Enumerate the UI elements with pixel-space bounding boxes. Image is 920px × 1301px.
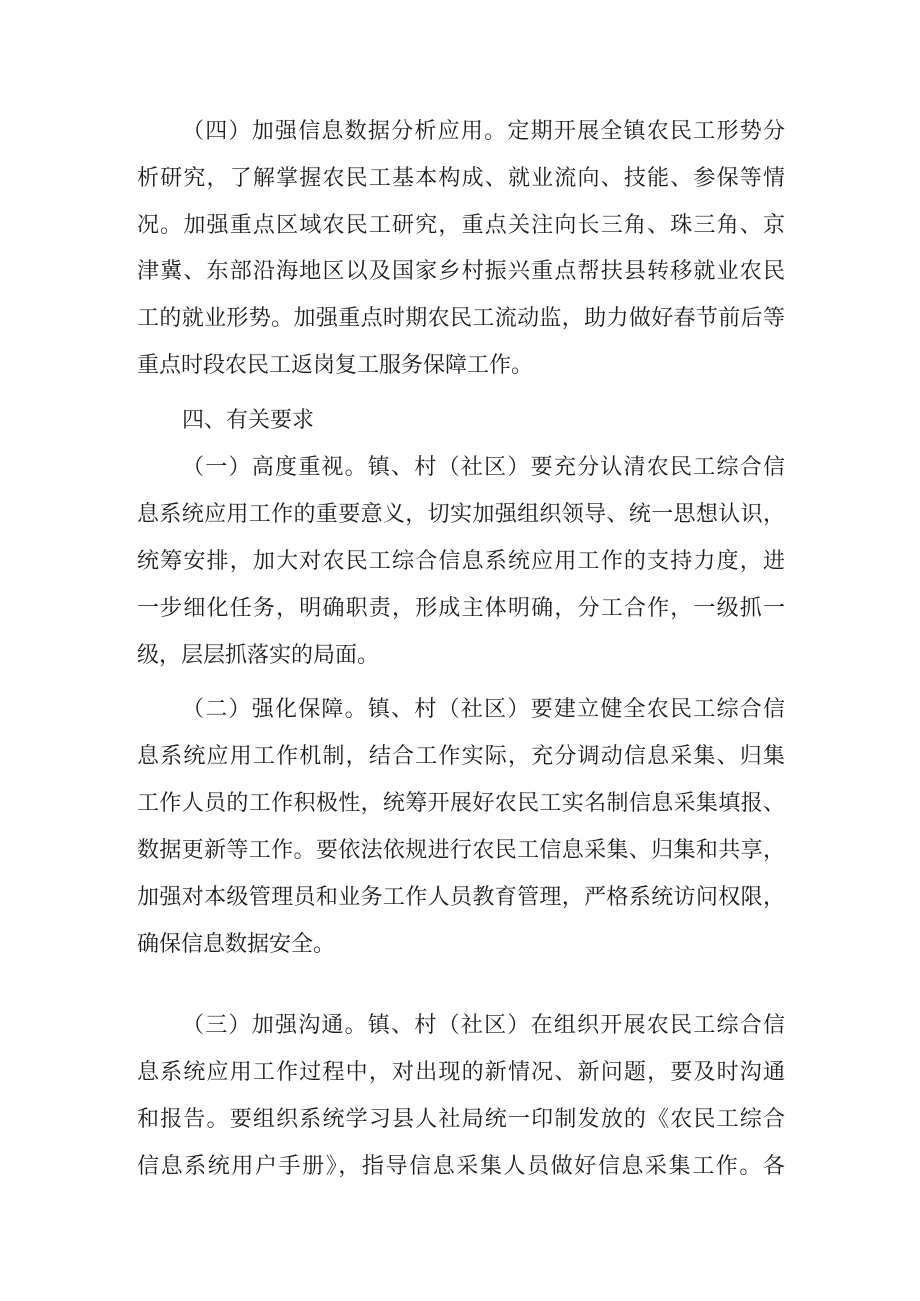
paragraph-line: （四）加强信息数据分析应用。定期开展全镇农民工形势分 [182,119,785,144]
section-heading: 四、有关要求 [182,408,315,433]
paragraph-line: 息系统应用工作的重要意义，切实加强组织领导、统一思想认识， [137,502,785,527]
paragraph-line: 信息系统用户手册》，指导信息采集人员做好信息采集工作。各 [137,1154,785,1179]
paragraph-line: 数据更新等工作。要依法依规进行农民工信息采集、归集和共享， [137,838,785,863]
paragraph-line: 和报告。要组织系统学习县人社局统一印制发放的《农民工综合 [137,1107,785,1132]
paragraph-line: （三）加强沟通。镇、村（社区）在组织开展农民工综合信 [182,1013,785,1038]
paragraph-line: （二）强化保障。镇、村（社区）要建立健全农民工综合信 [182,697,785,722]
paragraph-line: （一）高度重视。镇、村（社区）要充分认清农民工综合信 [182,455,785,480]
paragraph-line: 加强对本级管理员和业务工作人员教育管理，严格系统访问权限， [137,885,785,910]
paragraph-line: 息系统应用工作机制，结合工作实际，充分调动信息采集、归集 [137,744,785,769]
paragraph-line: 重点时段农民工返岗复工服务保障工作。 [137,353,534,378]
paragraph-line: 工作人员的工作积极性，统筹开展好农民工实名制信息采集填报、 [137,791,785,816]
paragraph-line: 确保信息数据安全。 [137,932,336,957]
paragraph-line: 一步细化任务，明确职责，形成主体明确，分工合作，一级抓一 [137,596,785,621]
paragraph-line: 况。加强重点区域农民工研究，重点关注向长三角、珠三角、京 [137,213,785,238]
paragraph-line: 息系统应用工作过程中，对出现的新情况、新问题，要及时沟通 [137,1060,785,1085]
paragraph-line: 工的就业形势。加强重点时期农民工流动监，助力做好春节前后等 [137,306,785,331]
paragraph-line: 津冀、东部沿海地区以及国家乡村振兴重点帮扶县转移就业农民 [137,259,785,284]
paragraph-line: 析研究，了解掌握农民工基本构成、就业流向、技能、参保等情 [137,166,785,191]
paragraph-line: 级，层层抓落实的局面。 [137,643,380,668]
paragraph-line: 统筹安排，加大对农民工综合信息系统应用工作的支持力度，进 [137,549,785,574]
